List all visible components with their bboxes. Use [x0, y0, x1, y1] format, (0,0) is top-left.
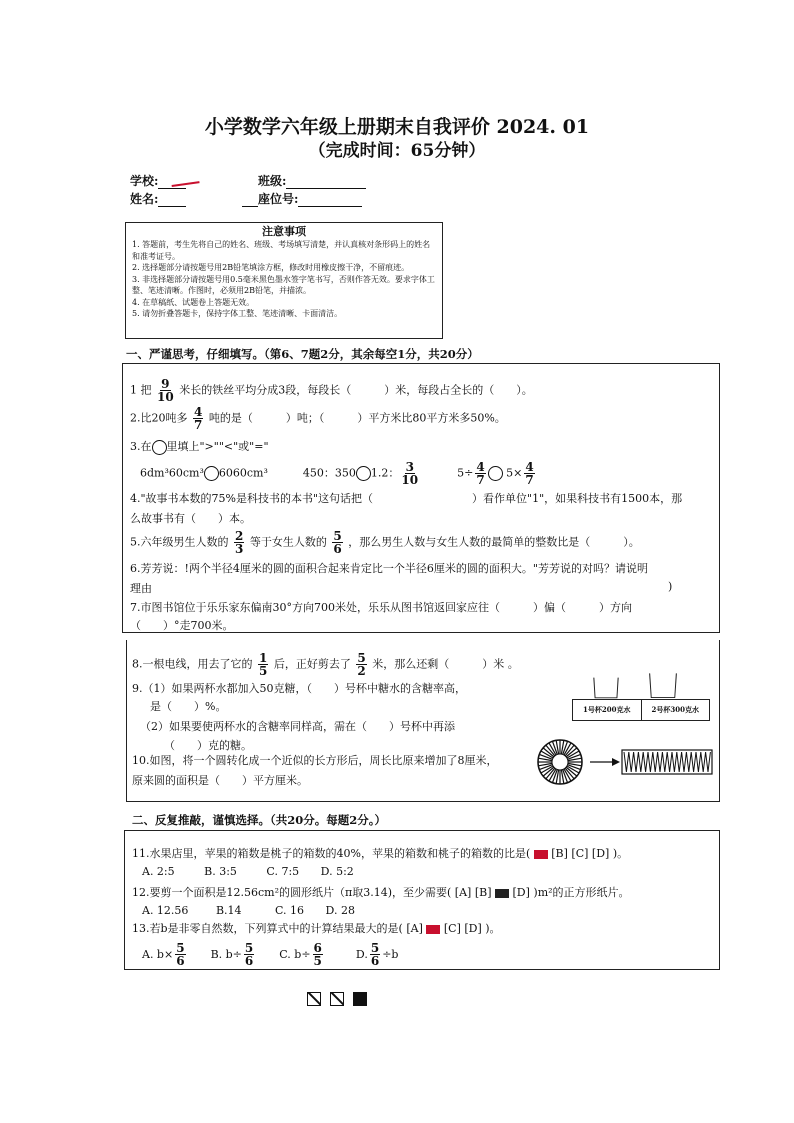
seat-field[interactable]	[242, 190, 362, 207]
school-label: 学校:	[130, 174, 159, 188]
q11-close: )。	[612, 847, 629, 860]
q8-text: 米，那么还剩（ ）米 。	[372, 657, 519, 671]
section1-heading: 一、严谨思考，仔细填写。（第6、7题2分，其余每空1分，共20分）	[126, 347, 479, 361]
page-subtitle: （完成时间：65分钟）	[308, 141, 486, 161]
cup-2-icon	[649, 673, 677, 698]
q5-prefix: 5.六年级男生人数的	[130, 535, 229, 549]
question-4-line1: 4."故事书本数的75%是科技书的本书"这句话把（ ）看作单位"1"，如果科技书有1500本，那	[130, 492, 683, 505]
q12-option-d[interactable]: [D]	[512, 886, 530, 899]
q3a-left: 6dm³60cm³	[140, 466, 204, 480]
q11-text: 11.水果店里，苹果的箱数是桃子的箱数的40%，苹果的箱数和桃子的箱数的比是(	[132, 847, 531, 860]
question-6-close: )	[668, 580, 673, 593]
marker-square-filled-icon	[353, 992, 367, 1006]
q13-choice-a: A. b× $\frac{5}{6}$	[142, 941, 185, 968]
question-10-line1: 10.如图，将一个圆转化成一个近似的长方形后，周长比原来增加了8厘米，	[132, 754, 498, 767]
question-12	[132, 884, 630, 900]
q11-choice-b: B. 3:5	[204, 865, 237, 878]
section2-heading: 二、反复推敲，谨慎选择。（共20分。每题2分。）	[132, 813, 387, 827]
q13-text: 13.若b是非零自然数，下列算式中的计算结果最大的是(	[132, 922, 403, 935]
notice-item: 1. 答题前，考生先将自己的姓名、班级、考场填写清楚，并认真核对条形码上的姓名和准考证号。	[132, 240, 431, 261]
q11-option-c[interactable]: [C]	[571, 847, 589, 860]
q12-filled-c-mark[interactable]	[495, 889, 509, 898]
zigzag-rectangle-icon	[622, 750, 712, 774]
seat-label: 座位号:	[258, 192, 299, 206]
q8-fraction-1: $\frac{1}{5}$	[259, 651, 268, 678]
q8-fraction-2: $\frac{5}{2}$	[357, 651, 366, 678]
q11-choice-d: D. 5:2	[320, 865, 354, 878]
notice-item: 5. 请勿折叠答题卡，保持字体工整、笔迹清晰、卡面清洁。	[132, 309, 343, 318]
q11-choice-a: A. 2:5	[142, 865, 175, 878]
cups-figure	[566, 672, 714, 726]
name-field[interactable]	[130, 190, 186, 207]
question-9-line3: （2）如果要使两杯水的含糖率同样高，需在（ ）号杯中再添	[140, 720, 455, 733]
arrow-icon	[590, 758, 620, 766]
q11-option-b[interactable]: [B]	[551, 847, 568, 860]
q5-mid: 等于女生人数的	[249, 535, 327, 549]
question-6-line2: 理由	[130, 582, 152, 595]
marker-square-icon	[307, 992, 321, 1006]
q3-text: 里填上">""<"或"="	[166, 440, 269, 453]
q13-option-a[interactable]: [A]	[406, 922, 423, 935]
q12-option-b[interactable]: [B]	[474, 886, 492, 899]
circle-blank[interactable]	[488, 466, 503, 481]
question-11	[132, 845, 628, 861]
question-3-items	[140, 461, 537, 486]
q12-choice-b: B.14	[215, 904, 242, 917]
circle-blank[interactable]	[152, 440, 167, 455]
cup-2-label: 2号杯300克水	[651, 705, 699, 714]
q13-filled-b-mark[interactable]	[426, 925, 440, 934]
marker-square-icon	[330, 992, 344, 1006]
cup-1-icon	[593, 678, 618, 699]
q3b-left: 450：350	[302, 466, 356, 480]
q12-choice-a: A. 12.56	[142, 904, 189, 917]
q12-choice-c: C. 16	[275, 904, 305, 917]
notice-item: 2. 选择题部分请按题号用2B铅笔填涂方框，修改时用橡皮擦干净，不留痕迹。	[132, 263, 410, 272]
page-title: 小学数学六年级上册期末自我评价 2024. 01	[204, 116, 590, 138]
notice-item: 4. 在草稿纸、试题卷上答题无效。	[132, 297, 255, 307]
q13-choice-d: D. $\frac{5}{6}$ ÷b	[355, 941, 399, 968]
q3-prefix: 3.在	[130, 440, 152, 453]
circle-blank[interactable]	[356, 466, 371, 481]
q13-close: )。	[485, 922, 501, 935]
cup-1-label: 1号杯200克水	[573, 700, 642, 720]
question-4-line2: 么故事书有（ ）本。	[130, 512, 251, 525]
notice-item: 3. 非选择题部分请按题号用0.5毫米黑色墨水签字笔书写，否则作答无效。要求字体工整、笔迹清晰。作图时，必须用2B铅笔，并描浓。	[132, 274, 435, 295]
q8-mid: 后，正好剪去了	[273, 657, 351, 671]
q13-option-c[interactable]: [C]	[443, 922, 461, 935]
q2-prefix: 2.比20吨多	[130, 411, 188, 425]
q3c-fraction: $\frac{4}{7}$	[476, 460, 485, 487]
q12-option-a[interactable]: [A]	[454, 886, 472, 899]
q2-fraction: $\frac{4}{7}$	[194, 405, 203, 432]
q2-text: 吨的是（ ）吨；（ ）平方米比80平方米多50%。	[208, 411, 506, 425]
q13-choices	[142, 942, 398, 967]
q12-choices	[142, 904, 355, 917]
q11-choice-c: C. 7:5	[266, 865, 300, 878]
cups-label-box	[572, 699, 710, 721]
q3c-left: 5÷	[457, 466, 474, 480]
question-3	[130, 438, 269, 455]
q5-fraction-2: $\frac{5}{6}$	[333, 529, 342, 556]
q5-text: ，那么男生人数与女生人数的最简单的整数比是（ ）。	[348, 535, 640, 549]
q1-text: 米长的铁丝平均分成3段，每段长（ ）米，每段占全长的（ ）。	[179, 383, 533, 397]
divided-circle-icon	[538, 740, 582, 784]
q13-choice-b: B. b÷ $\frac{5}{6}$	[210, 941, 254, 968]
q12-choice-d: D. 28	[325, 904, 355, 917]
question-10-line2: 原来圆的面积是（ ）平方厘米。	[132, 774, 308, 787]
q5-fraction-1: $\frac{2}{3}$	[235, 529, 244, 556]
question-5	[130, 530, 640, 555]
class-field[interactable]	[258, 172, 366, 189]
q13-option-d[interactable]: [D]	[464, 922, 482, 935]
question-2	[130, 406, 506, 431]
question-1	[130, 378, 533, 403]
q11-option-d[interactable]: [D]	[591, 847, 610, 860]
name-label: 姓名:	[130, 192, 159, 206]
q12-close: )m²的正方形纸片。	[533, 886, 630, 899]
notice-heading: 注意事项	[262, 225, 306, 238]
circle-to-rectangle-figure	[536, 738, 716, 786]
q3b-right: 1.2：	[370, 466, 400, 480]
question-9-line2: 是（ ）%。	[150, 700, 227, 713]
q8-prefix: 8.一根电线，用去了它的	[132, 657, 253, 671]
notice-box	[125, 222, 443, 339]
q3c-fraction-2: $\frac{4}{7}$	[525, 460, 534, 487]
q1-prefix: 1 把	[130, 383, 152, 397]
page-markers	[307, 988, 371, 1007]
class-label: 班级:	[258, 174, 287, 188]
question-8	[132, 652, 519, 677]
question-9-line1: 9.（1）如果两杯水都加入50克糖，（ ）号杯中糖水的含糖率高，	[132, 682, 466, 695]
q13-choice-c: C. b÷ $\frac{6}{5}$	[279, 941, 322, 968]
q11-filled-a-mark[interactable]	[534, 850, 548, 859]
q1-fraction: $\frac{9}{10}$	[157, 377, 174, 404]
question-7-line2: （ ）°走700米。	[130, 619, 234, 632]
q3c-right: 5×	[506, 466, 523, 480]
q12-text: 12.要剪一个面积是12.56cm²的圆形纸片（π取3.14)，至少需要(	[132, 886, 452, 899]
q3b-fraction: $\frac{3}{10}$	[401, 460, 419, 487]
question-9-line4: （ ）克的糖。	[164, 739, 252, 752]
q3a-right: 6060cm³	[218, 466, 268, 480]
question-7-line1: 7.市图书馆位于乐乐家东偏南30°方向700米处，乐乐从图书馆返回家应往（ ）偏（ ）方向	[130, 601, 632, 614]
question-13	[132, 920, 501, 936]
circle-blank[interactable]	[204, 466, 219, 481]
q11-choices	[142, 865, 354, 878]
question-6-line1: 6.芳芳说：!两个半径4厘米的圆的面积合起来肯定比一个半径6厘米的圆的面积大。"芳芳说的对吗？请说明	[130, 562, 648, 575]
